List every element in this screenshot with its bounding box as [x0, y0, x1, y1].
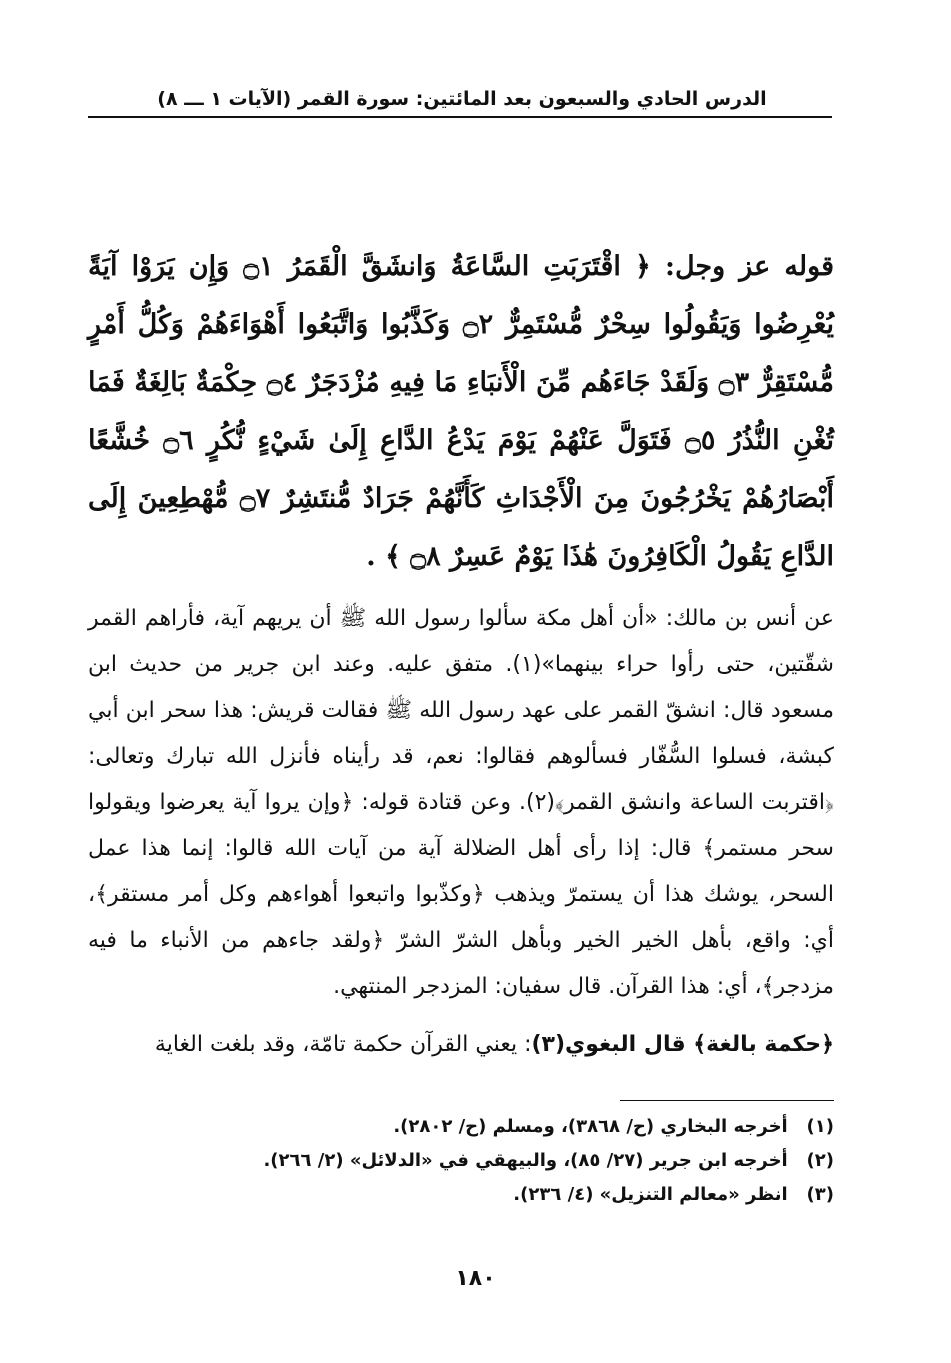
- commentary-paragraph-last: [88, 1022, 834, 1068]
- verse-text: ﴿ اقْتَرَبَتِ السَّاعَةُ وَانشَقَّ الْقَمَرُ ۝١ وَإِن يَرَوْا آيَةً يُعْرِضُوا وَيَقُولُوا سِحْرٌ مُّسْتَمِرٌّ ۝٢ وَكَذَّبُوا وَاتَّبَعُوا أَهْوَاءَهُمْ وَكُلُّ أَمْرٍ مُّسْتَقِرٌّ ۝٣ وَلَقَدْ جَاءَهُم مِّنَ الْأَنبَاءِ مَا فِيهِ مُزْدَجَرٌ ۝٤ حِكْمَةٌ بَالِغَةٌ فَمَا تُغْنِ النُّذُرُ ۝٥ فَتَوَلَّ عَنْهُمْ يَوْمَ يَدْعُ الدَّاعِ إِلَىٰ شَيْءٍ نُّكُرٍ ۝٦ خُشَّعًا أَبْصَارُهُمْ يَخْرُجُونَ مِنَ الْأَجْدَاثِ كَأَنَّهُمْ جَرَادٌ مُّنتَشِرٌ ۝٧ مُّهْطِعِينَ إِلَى الدَّاعِ يَقُولُ الْكَافِرُونَ هَٰذَا يَوْمٌ عَسِرٌ ۝٨ ﴾ .: [88, 251, 835, 572]
- paragraph-lead: ﴿حكمة بالغة﴾ قال البغوي(٣): [531, 1032, 834, 1057]
- page-number: ١٨٠: [455, 1266, 496, 1291]
- commentary-paragraph: عن أنس بن مالك: «أن أهل مكة سألوا رسول الله ﷺ أن يريهم آية، فأراهم القمر شقّتين، حتى رأوا حراء بينهما»(١). متفق عليه. وعند ابن جرير من حديث ابن مسعود قال: انشقّ القمر على عهد رسول الله ﷺ فقالت قريش: هذا سحر ابن أبي كبشة، فسلوا السُّفّار فسألوهم فقالوا: نعم، قد رأيناه فأنزل الله تبارك وتعالى: ﴿اقتربت الساعة وانشق القمر﴾(٢). وعن قتادة قوله: ﴿وإن يروا آية يعرضوا ويقولوا سحر مستمر﴾ قال: إذا رأى أهل الضلالة آية من آيات الله قالوا: إنما هذا عمل السحر، يوشك هذا أن يستمرّ ويذهب ﴿وكذّبوا واتبعوا أهواءهم وكل أمر مستقر﴾، أي: واقع، بأهل الخير الخير وبأهل الشرّ الشرّ ﴿ولقد جاءهم من الأنباء ما فيه مزدجر﴾، أي: هذا القرآن. قال سفيان: المزدجر المنتهي.: [88, 606, 834, 999]
- running-header: الدرس الحادي والسبعون بعد المائتين: سورة القمر (الآيات ١ ـــ ٨): [157, 88, 767, 110]
- footnote-text: انظر «معالم التنزيل» (٤/ ٢٣٦).: [513, 1184, 788, 1205]
- footnote-number: (٢): [806, 1150, 834, 1171]
- footnote-text: أخرجه البخاري (ح/ ٣٨٦٨)، ومسلم (ح/ ٢٨٠٢).: [393, 1116, 788, 1137]
- footnote-number: (٣): [806, 1184, 834, 1205]
- commentary: [88, 596, 834, 1080]
- paragraph-rest: : يعني القرآن حكمة تامّة، وقد بلغت الغاية: [154, 1032, 532, 1057]
- footnotes: [88, 1110, 834, 1212]
- footnote-divider: [620, 1100, 834, 1101]
- footnote: [88, 1110, 834, 1144]
- quran-verses: [88, 238, 834, 586]
- header-divider: [88, 116, 832, 118]
- footnote-text: أخرجه ابن جرير (٢٧/ ٨٥)، والبيهقي في «الدلائل» (٢/ ٢٦٦).: [263, 1150, 788, 1171]
- footnote-number: (١): [806, 1116, 834, 1137]
- footnote: [88, 1178, 834, 1212]
- verse-intro: قوله عز وجل:: [664, 251, 834, 282]
- footnote: [88, 1144, 834, 1178]
